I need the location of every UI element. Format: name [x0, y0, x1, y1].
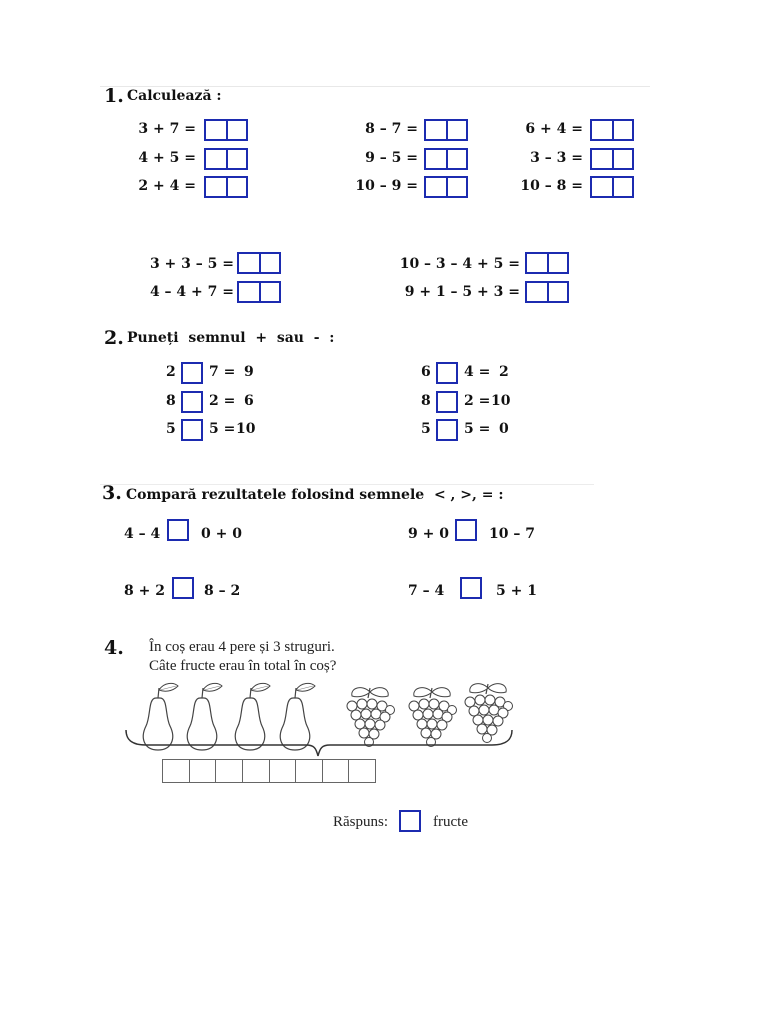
compare-right: 0 + 0	[201, 526, 242, 542]
exercise-4-number: 4.	[104, 637, 124, 659]
result: 2	[499, 364, 509, 380]
compare-left: 7 – 4	[408, 583, 445, 599]
result: 0	[499, 421, 509, 437]
sign-box[interactable]	[181, 391, 203, 413]
grapes-icon	[409, 688, 457, 747]
result: 10	[491, 393, 511, 409]
compare-left: 9 + 0	[408, 526, 449, 542]
result: 6	[244, 393, 254, 409]
answer-cell[interactable]	[323, 760, 350, 782]
sign-box[interactable]	[436, 362, 458, 384]
answer-box[interactable]	[237, 281, 281, 303]
exercise-1-title: Calculează :	[127, 88, 222, 104]
exercise-1-number: 1.	[104, 85, 124, 107]
answer-cell[interactable]	[270, 760, 297, 782]
operand-a: 8	[166, 393, 176, 409]
pear-icon	[187, 683, 222, 750]
pear-icon	[143, 683, 178, 750]
answer-box[interactable]	[590, 176, 634, 198]
compare-right: 8 – 2	[204, 583, 241, 599]
compare-left: 4 – 4	[124, 526, 161, 542]
expr-2: 4 + 5 =	[138, 150, 196, 166]
answer-box[interactable]	[204, 119, 248, 141]
expr-10: 3 + 3 – 5 =	[149, 256, 234, 272]
problem-line-1: În coș erau 4 pere și 3 struguri.	[149, 639, 335, 655]
answer-box[interactable]	[204, 148, 248, 170]
pear-icon	[235, 683, 270, 750]
answer-box[interactable]	[399, 810, 421, 832]
result: 10	[236, 421, 256, 437]
expr-4: 8 – 7 =	[365, 121, 418, 137]
expr-6: 10 – 9 =	[355, 178, 418, 194]
sign-box[interactable]	[181, 419, 203, 441]
operand-b: 7 =	[209, 364, 236, 380]
compare-box[interactable]	[167, 519, 189, 541]
expr-8: 3 – 3 =	[530, 150, 583, 166]
answer-cell[interactable]	[349, 760, 375, 782]
expr-12: 10 – 3 – 4 + 5 =	[399, 256, 520, 272]
answer-cell[interactable]	[296, 760, 323, 782]
operand-b: 2 =	[209, 393, 236, 409]
compare-box[interactable]	[455, 519, 477, 541]
compare-box[interactable]	[172, 577, 194, 599]
answer-box[interactable]	[590, 148, 634, 170]
sign-box[interactable]	[181, 362, 203, 384]
expr-9: 10 – 8 =	[520, 178, 583, 194]
compare-right: 5 + 1	[496, 583, 537, 599]
compare-box[interactable]	[460, 577, 482, 599]
operand-b: 2 =	[464, 393, 491, 409]
problem-line-2: Câte fructe erau în total în coș?	[149, 658, 337, 674]
answer-cell[interactable]	[243, 760, 270, 782]
answer-box[interactable]	[424, 176, 468, 198]
operand-a: 6	[421, 364, 431, 380]
expr-11: 4 – 4 + 7 =	[149, 284, 234, 300]
total-answer-cells[interactable]	[162, 759, 376, 783]
answer-cell[interactable]	[216, 760, 243, 782]
answer-box[interactable]	[204, 176, 248, 198]
exercise-2-title: Puneți semnul + sau - :	[127, 330, 335, 346]
operand-a: 5	[421, 421, 431, 437]
operand-a: 5	[166, 421, 176, 437]
sign-box[interactable]	[436, 391, 458, 413]
operand-b: 5 =	[464, 421, 491, 437]
operand-b: 4 =	[464, 364, 491, 380]
expr-1: 3 + 7 =	[138, 121, 196, 137]
sign-box[interactable]	[436, 419, 458, 441]
answer-cell[interactable]	[163, 760, 190, 782]
exercise-3-rule	[100, 484, 594, 485]
answer-cell[interactable]	[190, 760, 217, 782]
result: 9	[244, 364, 254, 380]
compare-left: 8 + 2	[124, 583, 165, 599]
operand-b: 5 =	[209, 421, 236, 437]
operand-a: 2	[166, 364, 176, 380]
top-rule	[100, 86, 650, 87]
answer-box[interactable]	[424, 148, 468, 170]
grapes-icon	[347, 688, 395, 747]
answer-box[interactable]	[525, 252, 569, 274]
answer-box[interactable]	[237, 252, 281, 274]
answer-box[interactable]	[590, 119, 634, 141]
exercise-2-number: 2.	[104, 327, 124, 349]
pear-icon	[280, 683, 315, 750]
expr-3: 2 + 4 =	[138, 178, 196, 194]
expr-7: 6 + 4 =	[525, 121, 583, 137]
grapes-icon	[465, 684, 513, 743]
expr-5: 9 – 5 =	[365, 150, 418, 166]
compare-right: 10 – 7	[489, 526, 535, 542]
exercise-3-title: Compară rezultatele folosind semnele < , >, = :	[126, 487, 504, 503]
exercise-3-number: 3.	[102, 482, 122, 504]
answer-box[interactable]	[424, 119, 468, 141]
answer-label: Răspuns:	[333, 814, 389, 830]
expr-13: 9 + 1 – 5 + 3 =	[404, 284, 520, 300]
answer-unit: fructe	[433, 814, 468, 830]
fruits-illustration	[120, 678, 530, 760]
answer-box[interactable]	[525, 281, 569, 303]
operand-a: 8	[421, 393, 431, 409]
